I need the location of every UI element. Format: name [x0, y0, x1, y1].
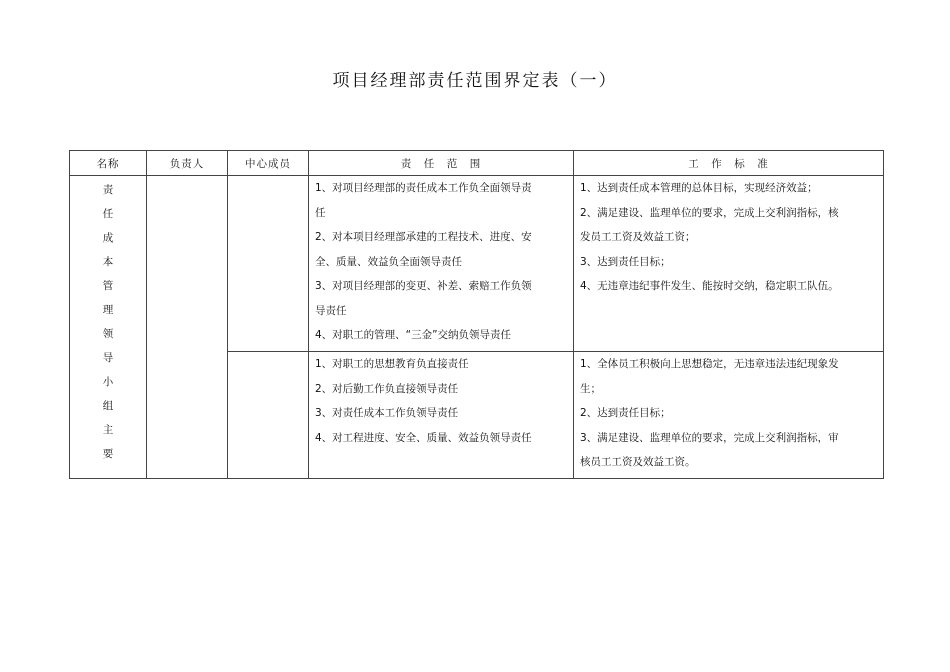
- scope-line: 3、对责任成本工作负领导责任: [315, 407, 459, 419]
- group-name-char: 要: [102, 448, 114, 460]
- group-name-char: 主: [102, 424, 114, 436]
- owner-cell: [147, 176, 228, 479]
- standard-line: 2、满足建设、监理单位的要求，完成上交利润指标，核: [580, 206, 839, 219]
- standard-line: 1、全体员工积极向上思想稳定，无违章违法违纪现象发: [580, 358, 839, 370]
- standard-line: 4、无违章违纪事件发生、能按时交纳，稳定职工队伍。: [580, 280, 839, 292]
- group-name-char: 小: [102, 376, 114, 388]
- group-name-char: 管: [102, 280, 114, 292]
- header-owner: 负责人: [147, 151, 228, 176]
- page-title: 项目经理部责任范围界定表（一）: [332, 71, 618, 91]
- scope-line: 2、对本项目经理部承建的工程技术、进度、安: [315, 231, 532, 243]
- table-row: [70, 176, 884, 352]
- table-header-row: [70, 151, 884, 176]
- group-name-char: 本: [102, 256, 114, 268]
- responsibility-table: [69, 150, 884, 479]
- standard-line: 1、达到责任成本管理的总体目标，实现经济效益；: [580, 182, 818, 194]
- group-name-char: 理: [102, 304, 114, 316]
- group-name-char: 导: [102, 352, 114, 364]
- member-cell: [228, 352, 309, 479]
- group-name-cell: [70, 176, 147, 479]
- scope-line: 4、对职工的管理、“三金”交纳负领导责任: [315, 329, 512, 341]
- group-name-char: 任: [102, 208, 114, 220]
- group-name-char: 成: [102, 232, 114, 244]
- scope-line: 全、质量、效益负全面领导责任: [315, 255, 462, 268]
- standard-line: 核员工工资及效益工资。: [580, 456, 696, 468]
- standard-cell: [574, 176, 884, 352]
- standard-cell: [574, 352, 884, 479]
- scope-line: 4、对工程进度、安全、质量、效益负领导责任: [315, 431, 532, 444]
- header-name: 名称: [70, 151, 147, 176]
- standard-line: 2、达到责任目标；: [580, 407, 671, 419]
- scope-line: 2、对后勤工作负直接领导责任: [315, 382, 459, 395]
- scope-line: 3、对项目经理部的变更、补差、索赔工作负领: [315, 280, 532, 292]
- group-name-char: 责: [102, 184, 114, 196]
- header-standard: 工 作 标 准: [574, 151, 884, 176]
- scope-cell: [309, 352, 574, 479]
- scope-line: 1、对职工的思想教育负直接责任: [315, 358, 469, 370]
- header-member: 中心成员: [228, 151, 309, 176]
- member-cell: [228, 176, 309, 352]
- scope-line: 导责任: [315, 304, 347, 317]
- standard-line: 3、达到责任目标；: [580, 255, 671, 268]
- standard-line: 3、满足建设、监理单位的要求，完成上交利润指标，审: [580, 431, 839, 444]
- scope-line: 1、对项目经理部的责任成本工作负全面领导责: [315, 182, 532, 194]
- scope-line: 任: [315, 206, 326, 219]
- standard-line: 发员工工资及效益工资；: [580, 231, 696, 243]
- scope-cell: [309, 176, 574, 352]
- group-name-char: 组: [102, 400, 114, 412]
- standard-line: 生；: [580, 382, 601, 395]
- group-name-char: 领: [102, 328, 114, 340]
- header-scope: 责 任 范 围: [309, 151, 574, 176]
